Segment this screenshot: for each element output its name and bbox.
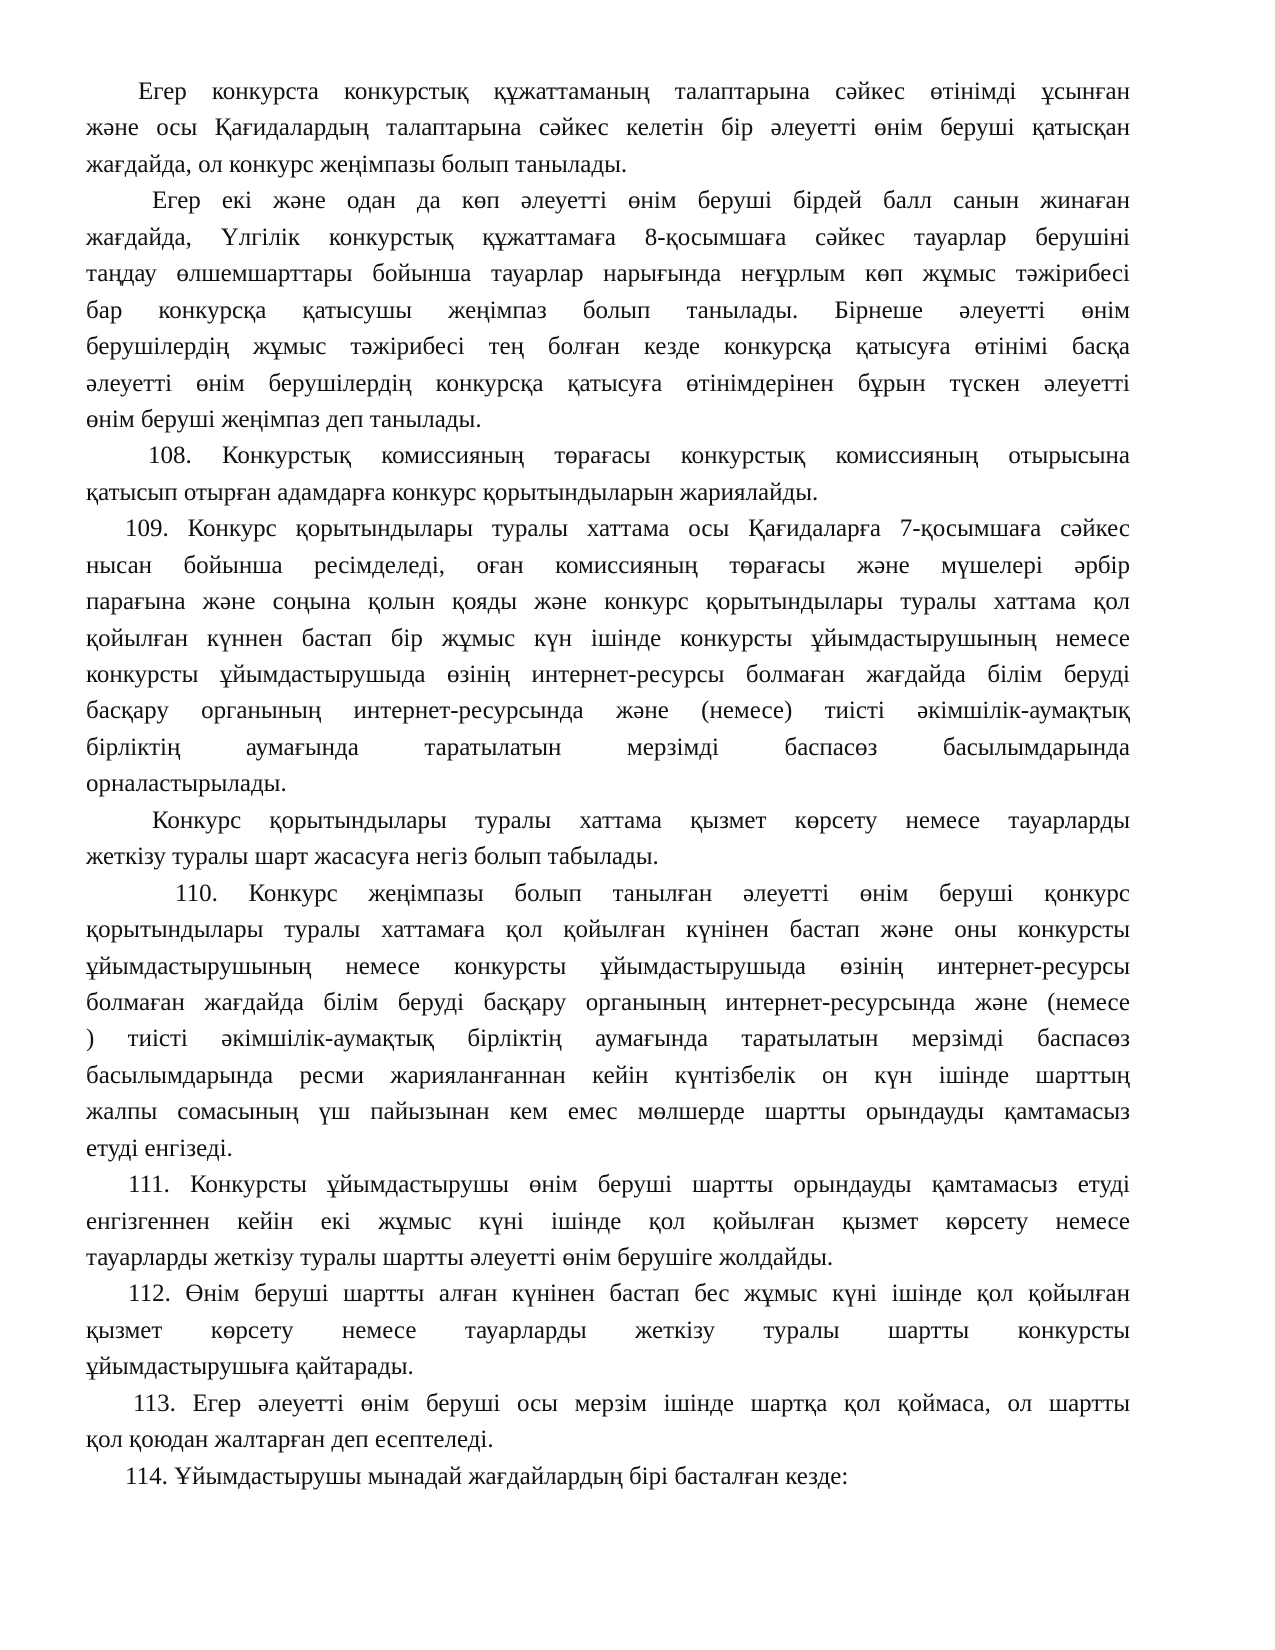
text-line: жағдайда, Үлгілік конкурстық құжаттамаға 8-қосымшаға сәйкес тауарлар берушіні bbox=[86, 223, 1130, 251]
paragraph bbox=[86, 511, 1130, 803]
text-line: орналастырылады. bbox=[86, 770, 287, 798]
text-line: ұйымдастырушының немесе конкурсты ұйымдастырушыда өзінің интернет-ресурсы bbox=[86, 952, 1130, 980]
text-line: ұйымдастырушыға қайтарады. bbox=[86, 1353, 414, 1381]
paragraph bbox=[86, 1167, 1130, 1276]
text-line: енгізгеннен кейін екі жұмыс күні ішінде қол қойылған қызмет көрсету немесе bbox=[86, 1207, 1130, 1235]
text-line: парағына және соңына қолын қояды және конкурс қорытындылары туралы хаттама қол bbox=[86, 588, 1130, 616]
text-line: қорытындылары туралы хаттамаға қол қойылған күнінен бастап және оны конкурсты bbox=[86, 916, 1130, 944]
text-line: бар конкурсқа қатысушы жеңімпаз болып танылады. Бірнеше әлеуетті өнім bbox=[86, 296, 1130, 324]
paragraph bbox=[86, 1459, 1130, 1495]
text-line: 112. Өнім беруші шартты алған күнінен бастап бес жұмыс күні ішінде қол қойылған bbox=[128, 1280, 1130, 1308]
text-line: нысан бойынша ресімделеді, оған комиссияның төрағасы және мүшелері әрбір bbox=[86, 551, 1130, 579]
text-line: тауарларды жеткізу туралы шартты әлеуетті өнім берушіге жолдайды. bbox=[86, 1244, 834, 1271]
text-line: етуді енгізеді. bbox=[86, 1134, 233, 1162]
text-line: Егер екі және одан да көп әлеуетті өнім беруші бірдей балл санын жинаған bbox=[152, 187, 1130, 215]
text-line: жеткізу туралы шарт жасасуға негіз болып табылады. bbox=[86, 843, 659, 871]
text-line: берушілердің жұмыс тәжірибесі тең болған кезде конкурсқа қатысуға өтінімі басқа bbox=[86, 333, 1130, 361]
text-line: болмаған жағдайда білім беруді басқару органының интернет-ресурсында және (немесе bbox=[86, 988, 1130, 1016]
text-line: 109. Конкурс қорытындылары туралы хаттама осы Қағидаларға 7-қосымшаға сәйкес bbox=[125, 515, 1130, 543]
text-line: Конкурс қорытындылары туралы хаттама қызмет көрсету немесе тауарларды bbox=[152, 806, 1130, 834]
text-line: таңдау өлшемшарттары бойынша тауарлар нарығында неғұрлым көп жұмыс тәжірибесі bbox=[86, 260, 1130, 288]
paragraph bbox=[86, 438, 1130, 511]
text-line: 111. Конкурсты ұйымдастырушы өнім беруші шартты орындауды қамтамасыз етуді bbox=[128, 1171, 1130, 1199]
text-line: 110. Конкурс жеңімпазы болып танылған әлеуетті өнім беруші қонкурс bbox=[175, 879, 1130, 907]
paragraph bbox=[86, 1276, 1130, 1385]
paragraph bbox=[86, 803, 1130, 876]
text-line: ) тиісті әкімшілік-аумақтық бірліктің аумағында таратылатын мерзімді баспасөз bbox=[86, 1025, 1130, 1053]
text-line: және осы Қағидалардың талаптарына сәйкес келетін бір әлеуетті өнім беруші қатысқан bbox=[86, 114, 1130, 142]
text-line: қол қоюдан жалтарған деп есептеледі. bbox=[86, 1426, 494, 1454]
text-line: басылымдарында ресми жарияланғаннан кейін күнтізбелік он күн ішінде шарттың bbox=[86, 1061, 1130, 1089]
document-page bbox=[86, 74, 1130, 1495]
text-line: жағдайда, ол конкурс жеңімпазы болып танылады. bbox=[86, 150, 628, 178]
text-line: басқару органының интернет-ресурсында және (немесе) тиісті әкімшілік-аумақтық bbox=[86, 697, 1130, 725]
paragraph bbox=[86, 876, 1130, 1168]
text-line: 113. Егер әлеуетті өнім беруші осы мерзім ішінде шартқа қол қоймаса, ол шартты bbox=[133, 1389, 1130, 1417]
paragraph bbox=[86, 74, 1130, 183]
text-line: қызмет көрсету немесе тауарларды жеткізу туралы шартты конкурсты bbox=[86, 1316, 1130, 1344]
text-line: әлеуетті өнім берушілердің конкурсқа қатысуға өтінімдерінен бұрын түскен әлеуетті bbox=[86, 369, 1130, 397]
paragraph bbox=[86, 1386, 1130, 1459]
text-line: 114. Ұйымдастырушы мынадай жағдайлардың бірі басталған кезде: bbox=[125, 1462, 849, 1490]
text-line: 108. Конкурстық комиссияның төрағасы конкурстық комиссияның отырысына bbox=[148, 442, 1130, 470]
text-line: конкурсты ұйымдастырушыда өзінің интернет-ресурсы болмаған жағдайда білім беруді bbox=[86, 661, 1130, 688]
text-line: қатысып отырған адамдарға конкурс қорытындыларын жариялайды. bbox=[86, 478, 819, 506]
text-line: өнім беруші жеңімпаз деп танылады. bbox=[86, 405, 482, 433]
text-line: жалпы сомасының үш пайызынан кем емес мөлшерде шартты орындауды қамтамасыз bbox=[86, 1098, 1130, 1126]
text-line: Егер конкурста конкурстық құжаттаманың талаптарына сәйкес өтінімді ұсынған bbox=[138, 78, 1130, 105]
text-line: бірліктің аумағында таратылатын мерзімді баспасөз басылымдарында bbox=[86, 733, 1130, 761]
paragraph bbox=[86, 183, 1130, 438]
text-line: қойылған күннен бастап бір жұмыс күн ішінде конкурсты ұйымдастырушының немесе bbox=[86, 624, 1130, 652]
